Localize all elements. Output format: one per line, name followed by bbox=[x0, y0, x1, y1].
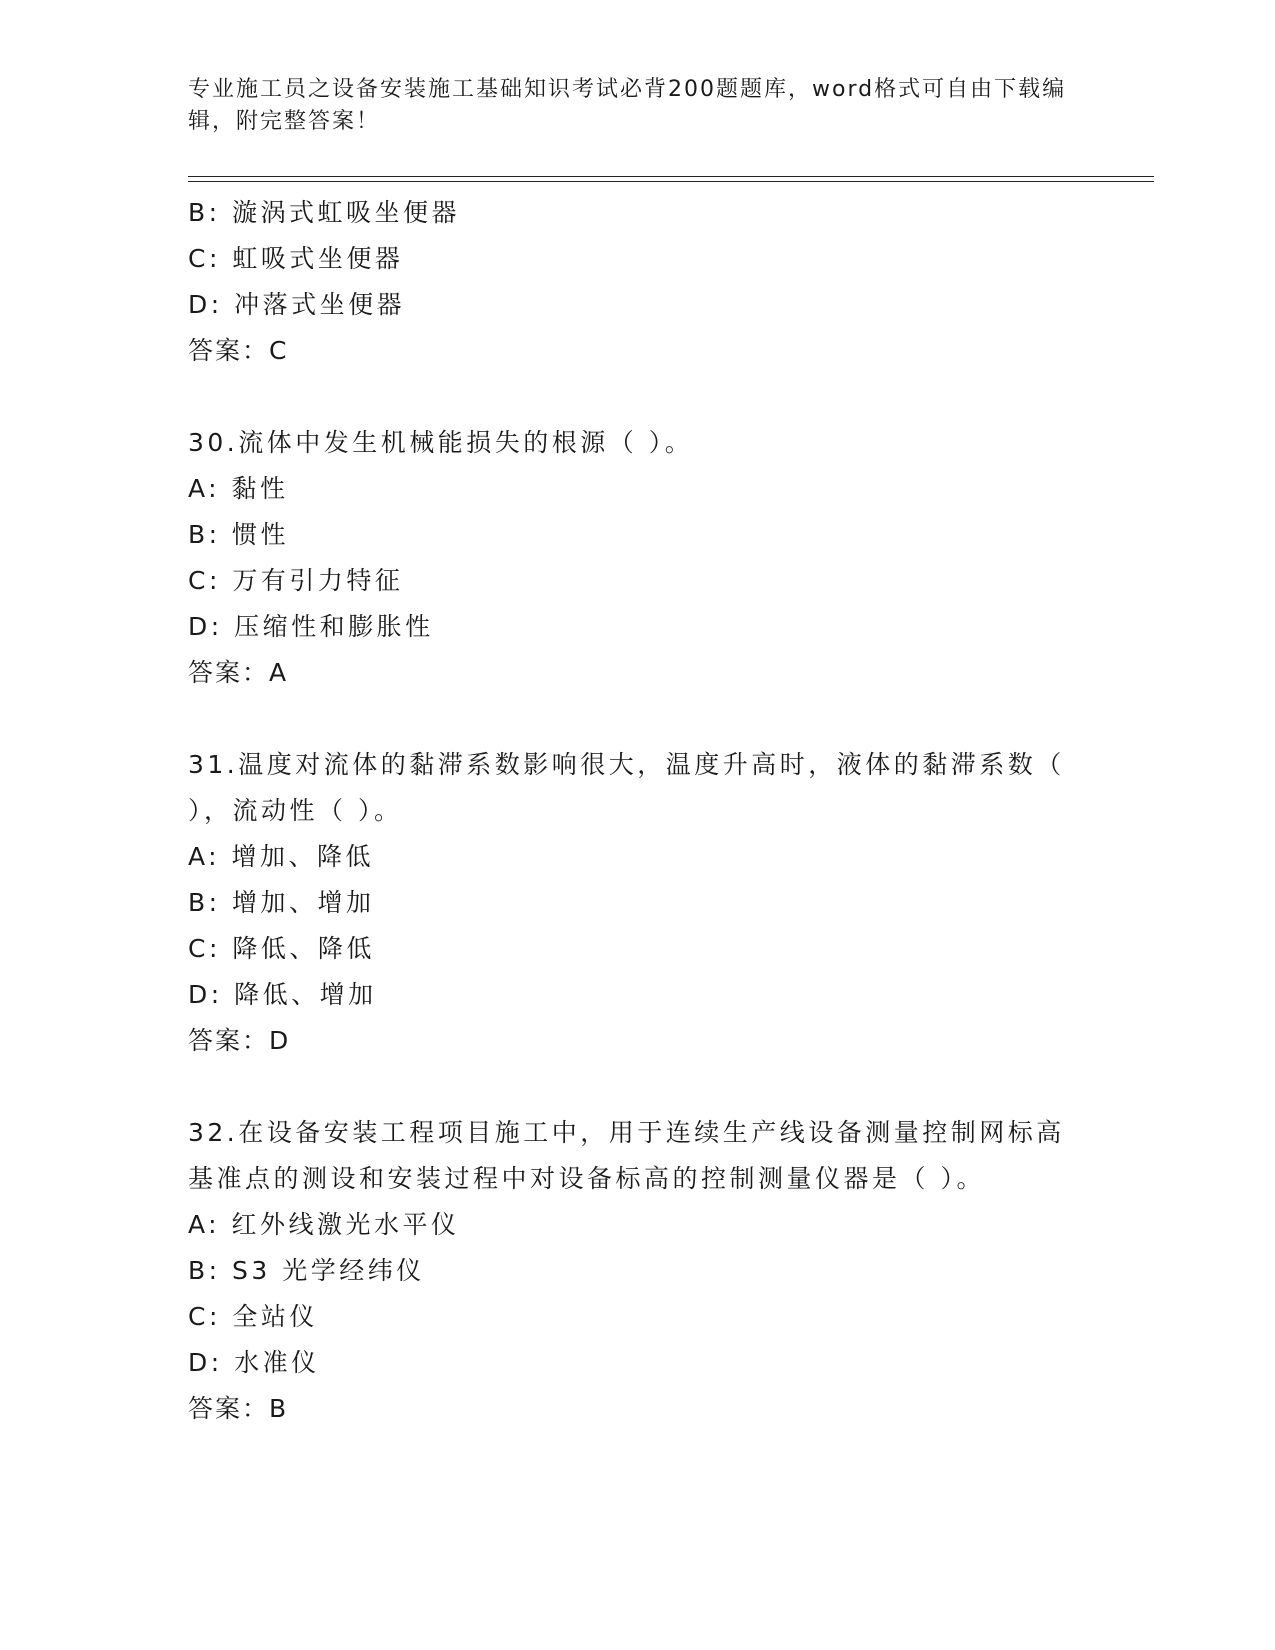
option-c: C: 虹吸式坐便器 bbox=[188, 244, 404, 273]
question-stem: 31.温度对流体的黏滞系数影响很大，温度升高时，液体的黏滞系数（ ），流动性（ ）。 bbox=[188, 750, 1065, 825]
answer-line: 答案：A bbox=[188, 658, 289, 687]
answer-line: 答案：D bbox=[188, 1026, 291, 1055]
option-c: C: 全站仪 bbox=[188, 1302, 318, 1331]
header-rule-bottom bbox=[188, 181, 1154, 182]
option-a: A: 红外线激光水平仪 bbox=[188, 1210, 460, 1239]
option-c: C: 降低、降低 bbox=[188, 934, 375, 963]
option-d: D: 水准仪 bbox=[188, 1348, 320, 1377]
option-b: B: S3 光学经纬仪 bbox=[188, 1256, 425, 1285]
option-c: C: 万有引力特征 bbox=[188, 566, 404, 595]
option-d: D: 压缩性和膨胀性 bbox=[188, 612, 434, 641]
question-31 bbox=[188, 742, 1088, 1064]
question-stem: 30.流体中发生机械能损失的根源（ ）。 bbox=[188, 428, 694, 457]
question-30 bbox=[188, 420, 1088, 696]
document-body bbox=[188, 190, 1088, 1432]
option-b: B: 增加、增加 bbox=[188, 888, 375, 917]
question-stem: 32.在设备安装工程项目施工中，用于连续生产线设备测量控制网标高基准点的测设和安装过程中对设备标高的控制测量仪器是（ ）。 bbox=[188, 1118, 1065, 1193]
option-a: A: 增加、降低 bbox=[188, 842, 375, 871]
option-d: D: 降低、增加 bbox=[188, 980, 377, 1009]
document-header: 专业施工员之设备安装施工基础知识考试必背200题题库，word格式可自由下载编辑，附完整答案！ bbox=[188, 77, 1067, 134]
question-32 bbox=[188, 1110, 1088, 1432]
answer-line: 答案：B bbox=[188, 1394, 289, 1423]
option-b: B: 漩涡式虹吸坐便器 bbox=[188, 198, 461, 227]
answer-line: 答案：C bbox=[188, 336, 289, 365]
option-b: B: 惯性 bbox=[188, 520, 290, 549]
question-29-continued bbox=[188, 190, 1088, 374]
header-rule-top bbox=[188, 176, 1154, 177]
option-a: A: 黏性 bbox=[188, 474, 289, 503]
option-d: D: 冲落式坐便器 bbox=[188, 290, 406, 319]
